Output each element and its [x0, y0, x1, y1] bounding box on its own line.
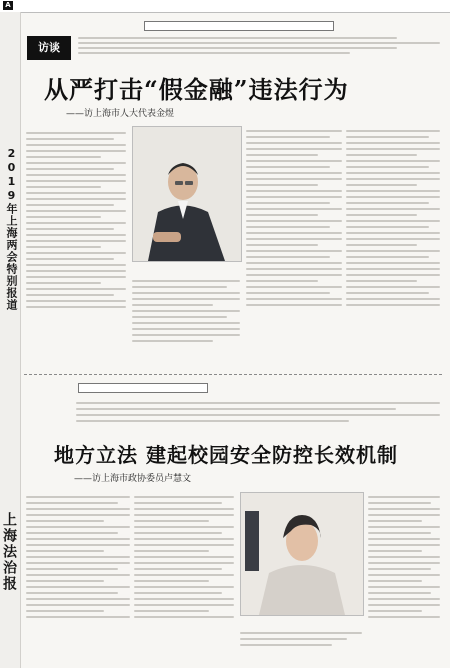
left-sidebar [0, 12, 21, 668]
series-title-vertical: 2019年上海两会特别报道 [5, 147, 18, 311]
top-header-bar [0, 0, 450, 13]
story1-subheadline: ——访上海市人大代表金煜 [66, 109, 175, 119]
story1-portrait-photo [132, 126, 242, 262]
story2-column-second [134, 492, 234, 662]
story1-column-middle-lower [132, 276, 240, 368]
story1-column-right [346, 126, 440, 368]
story1-column-third [246, 126, 342, 368]
section-label-box: 访谈 [27, 36, 71, 60]
story2-intro [76, 398, 440, 432]
story1-headline: 从严打击“假金融”违法行为 [44, 75, 349, 104]
story2-author-box [78, 383, 208, 393]
portrait-illustration [133, 127, 241, 261]
story2-column-right [368, 492, 440, 662]
story1-column-left [26, 128, 126, 368]
story2-column-left [26, 492, 130, 662]
newspaper-name-vertical: 上海法治报 [1, 512, 17, 592]
story2-column-third-lower [240, 628, 362, 662]
story2-portrait-photo [240, 492, 364, 616]
main-content [24, 14, 442, 664]
portrait-illustration-2 [241, 493, 363, 615]
story1-author-box [144, 21, 334, 31]
story1-intro-block [78, 18, 440, 64]
page-letter-logo: A [3, 1, 13, 10]
story-divider [24, 374, 442, 375]
story2-subheadline: ——访上海市政协委员卢慧文 [74, 474, 192, 484]
story2-headline: 地方立法 建起校园安全防控长效机制 [54, 443, 398, 467]
